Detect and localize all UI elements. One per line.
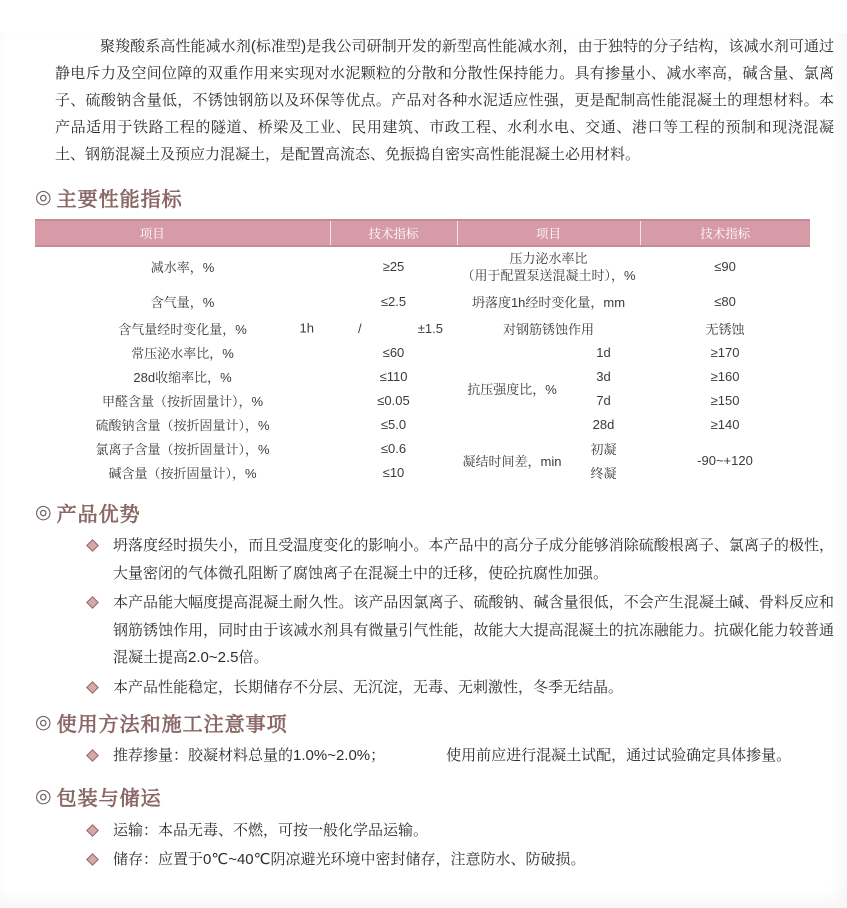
- section-heading-packaging: [35, 783, 847, 811]
- header-item-left: 项目: [35, 220, 330, 246]
- section-title: 主要性能指标: [56, 188, 183, 211]
- value-cell: ≤5.0: [380, 416, 407, 432]
- table-row: [35, 412, 810, 436]
- item-time: 1h: [299, 320, 314, 336]
- list-item: 本产品性能稳定，长期储存不分层、无沉淀，无毒、无刺激性，冬季无结晶。: [0, 674, 834, 702]
- value-cell: ≥150: [710, 392, 740, 408]
- value-cell: ≥25: [382, 259, 405, 274]
- table-row: [35, 436, 810, 460]
- table-row: [35, 286, 810, 316]
- value-cell: ≥140: [710, 416, 740, 432]
- section-title: 产品优势: [56, 503, 141, 526]
- item-cell: 常压泌水率比，%: [131, 345, 234, 361]
- value-slash: /: [358, 320, 362, 336]
- section-heading-usage: [35, 708, 847, 736]
- section-marker-icon: ◎: [35, 186, 52, 208]
- usage-list: [0, 742, 847, 770]
- item-cell: 碱含量（按折固量计），%: [108, 465, 257, 481]
- value-tolerance: ±1.5: [417, 320, 443, 336]
- age-cell: 28d: [592, 416, 615, 432]
- age-cell: 7d: [596, 392, 611, 408]
- value-cell: ≥160: [710, 368, 740, 384]
- section-marker-icon: ◎: [35, 786, 52, 807]
- intro-paragraph: 聚羧酸系高性能减水剂(标准型)是我公司研制开发的新型高性能减水剂，由于独特的分子结构，该减水剂可通过静电斥力及空间位障的双重作用来实现对水泥颗粒的分散和分散性保持能力。具有掺量小、减水率高，碱含量、氯离子、硫酸钠含量低，不锈蚀钢筋以及环保等优点。产品对各种水泥适应性强，更是配制高性能混凝土的理想材料。本产品适用于铁路工程的隧道、桥梁及工业、民用建筑、市政工程、水利水电、交通、港口等工程的预制和现浇混凝土、钢筋混凝土及预应力混凝土，是配置高流态、免振捣自密实高性能混凝土必用材料。: [55, 38, 834, 163]
- table-row: [35, 246, 810, 286]
- table-row: [35, 340, 810, 364]
- strength-label-cell: 抗压强度比，%: [467, 381, 557, 397]
- item-cell: 减水率，%: [150, 260, 215, 275]
- performance-table: [35, 219, 810, 484]
- table-header-row: [35, 220, 810, 246]
- section-marker-icon: ◎: [35, 711, 52, 733]
- age-cell: 1d: [596, 344, 611, 360]
- advantages-list: [0, 532, 847, 701]
- section-marker-icon: ◎: [35, 501, 52, 523]
- value-cell: ≤60: [382, 344, 405, 360]
- item-cell: 硫酸钠含量（按折固量计），%: [95, 417, 270, 433]
- list-item: [0, 742, 834, 770]
- value-cell: ≤2.5: [380, 293, 407, 309]
- list-item: 坍落度经时损失小，而且受温度变化的影响小。本产品中的高分子成分能够消除硫酸根离子、氯离子的极性，大量密闭的气体微孔阻断了腐蚀离子在混凝土中的迁移，使砼抗腐性加强。: [0, 532, 834, 587]
- value-cell: ≤0.6: [380, 440, 407, 456]
- item-cell: 含气量，%: [150, 294, 215, 310]
- value-cell: ≥170: [710, 344, 740, 360]
- value-cell: 无锈蚀: [705, 321, 745, 337]
- list-item: 本产品能大幅度提高混凝土耐久性。该产品因氯离子、硫酸钠、碱含量很低，不会产生混凝土碱、骨料反应和钢筋锈蚀作用，同时由于该减水剂具有微量引气性能，故能大大提高混凝土的抗冻融能力。抗碳化能力较普通混凝土提高2.0~2.5倍。: [0, 589, 834, 672]
- age-cell: 3d: [596, 368, 611, 384]
- item-cell: 坍落度1h经时变化量，mm: [471, 294, 626, 310]
- value-cell: ≤10: [382, 464, 405, 480]
- value-cell: [330, 316, 457, 340]
- table-row: [35, 316, 810, 340]
- table-row: [35, 364, 810, 388]
- section-title: 包装与储运: [56, 788, 162, 810]
- item-cell: 氯离子含量（按折固量计），%: [95, 441, 270, 457]
- header-item-right: 项目: [457, 220, 640, 246]
- item-cell: 甲醛含量（按折固量计），%: [101, 393, 264, 409]
- packaging-list: [0, 817, 847, 874]
- item-cell: [35, 316, 330, 340]
- document-page: [0, 33, 847, 908]
- table-row: [35, 388, 810, 412]
- item-line-1: 压力泌水率比: [509, 250, 588, 266]
- item-label: 含气量经时变化量，%: [118, 321, 247, 337]
- item-line-2: （用于配置泵送混凝土时），%: [461, 267, 636, 283]
- trial-note-text: 使用前应进行混凝土试配，通过试验确定具体掺量。: [446, 747, 792, 764]
- section-heading-advantages: [35, 498, 847, 526]
- dosage-text: 推荐掺量：胶凝材料总量的1.0%~2.0%；: [113, 747, 386, 764]
- item-cell: [457, 246, 640, 286]
- value-cell: ≤90: [714, 259, 736, 274]
- list-item: 储存：应置于0℃~40℃阴凉避光环境中密封储存，注意防水、防破损。: [0, 846, 834, 874]
- list-item: 运输：本品无毒、不燃，可按一般化学品运输。: [0, 817, 834, 845]
- value-cell: ≤0.05: [377, 392, 410, 408]
- item-cell: 28d收缩率比，%: [133, 369, 232, 385]
- item-cell: 对钢筋锈蚀作用: [503, 321, 595, 337]
- section-title: 使用方法和施工注意事项: [56, 713, 288, 736]
- setting-label-cell: 凝结时间差，min: [462, 453, 562, 469]
- header-indicator-right: 技术指标: [640, 220, 810, 246]
- value-cell: ≤80: [714, 293, 736, 309]
- header-indicator-left: 技术指标: [330, 220, 457, 246]
- value-cell: ≤110: [379, 368, 408, 384]
- phase-cell: 终凝: [590, 465, 617, 481]
- value-cell: -90~+120: [697, 452, 753, 468]
- phase-cell: 初凝: [590, 441, 617, 457]
- section-heading-performance: [35, 183, 847, 211]
